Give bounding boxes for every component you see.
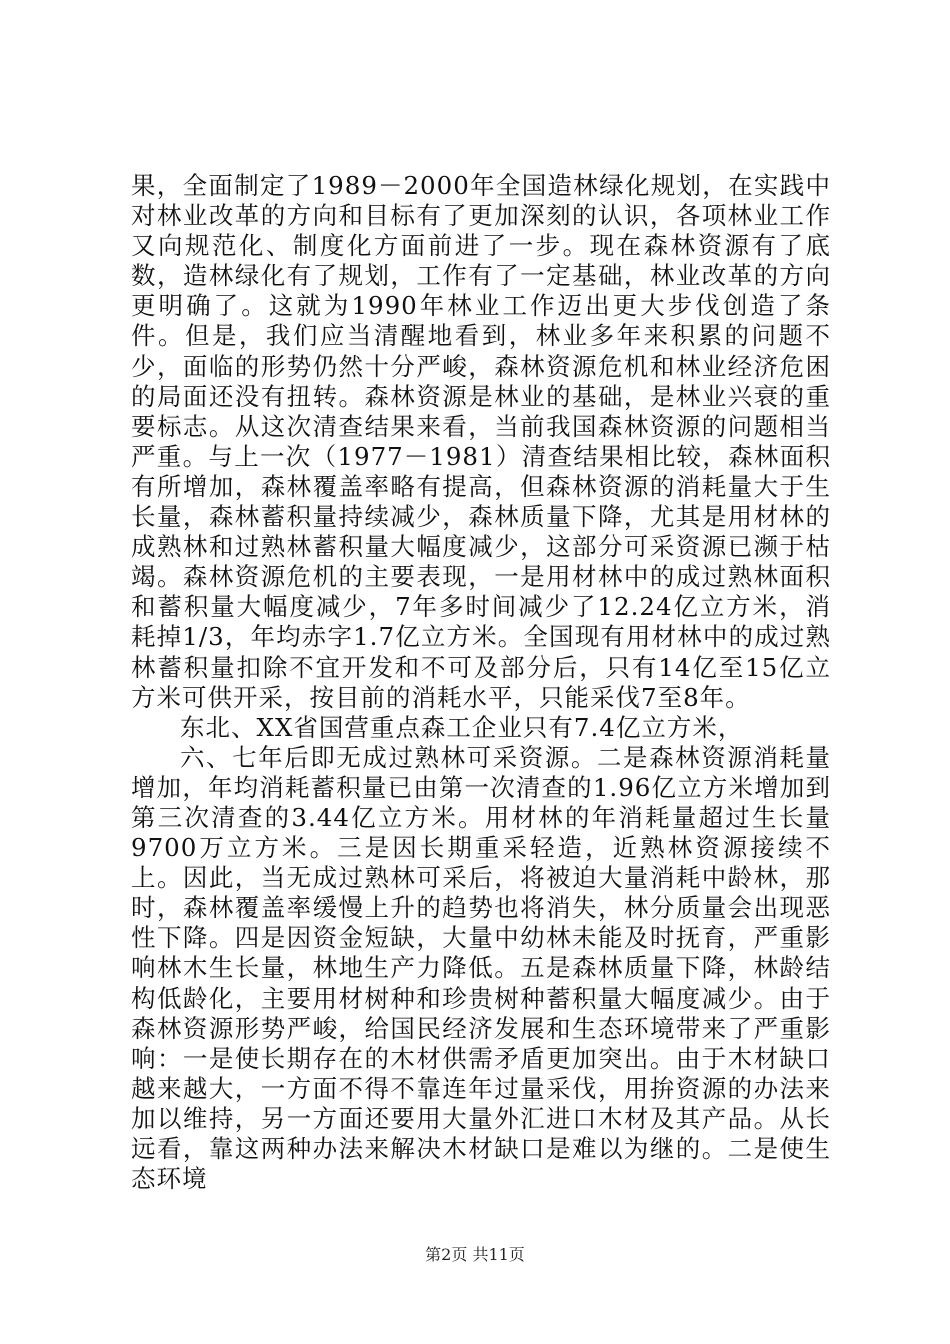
paragraph-northeast: 东北、XX省国营重点森工企业只有7.4亿立方米， xyxy=(180,712,744,742)
paragraph-continued: 果，全面制定了1989－2000年全国造林绿化规划，在实践中对林业改革的方向和目标有了更加深刻的认识，各项林业工作又向规范化、制度化方面前进了一步。现在森林资源有了底数，造林绿化有了规划，工作有了一定基础，林业改革的方向更明确了。这就为1990年林业工作迈出更大步伐创造了条件。但是，我们应当清醒地看到，林业多年来积累的问题不少，面临的形势仍然十分严峻，森林资源危机和林业经济危困的局面还没有扭转。森林资源是林业的基础，是林业兴衰的重要标志。从这次清查结果来看，当前我国森林资源的问题相当严重。与上一次（1977－1981）清查结果相比较，森林面积有所增加，森林覆盖率略有提高，但森林资源的消耗量大于生长量，森林蓄积量持续减少，森林质量下降，尤其是用材林的成熟林和过熟林蓄积量大幅度减少，这部分可采资源已濒于枯竭。森林资源危机的主要表现，一是用材林中的成过熟林面积和蓄积量大幅度减少，7年多时间减少了12.24亿立方米，消耗掉1/3，年均赤字1.7亿立方米。全国现有用材林中的成过熟林蓄积量扣除不宜开发和不可及部分后，只有14亿至15亿立方米可供开采，按目前的消耗水平，只能采伐7至8年。 xyxy=(131,171,831,712)
paragraph-consumption: 六、七年后即无成过熟林可采资源。二是森林资源消耗量增加，年均消耗蓄积量已由第一次清查的1.96亿立方米增加到第三次清查的3.44亿立方米。用材林的年消耗量超过生长量9700万立方米。三是因长期重采轻造，近熟林资源接续不上。因此，当无成过熟林可采后，将被迫大量消耗中龄林，那时，森林覆盖率缓慢上升的趋势也将消失，林分质量会出现恶性下降。四是因资金短缺，大量中幼林未能及时抚育，严重影响林木生长量，林地生产力降低。五是森林质量下降，林龄结构低龄化，主要用材树种和珍贵树种蓄积量大幅度减少。由于森林资源形势严峻，给国民经济发展和生态环境带来了严重影响：一是使长期存在的木材供需矛盾更加突出。由于木材缺口越来越大，一方面不得不靠连年过量采伐，用拚资源的办法来加以维持，另一方面还要用大量外汇进口木材及其产品。从长远看，靠这两种办法来解决木材缺口是难以为继的。二是使生态环境 xyxy=(131,742,831,1194)
body-text xyxy=(131,171,831,1194)
page-number-footer: 第2页 共11页 xyxy=(425,1245,525,1264)
